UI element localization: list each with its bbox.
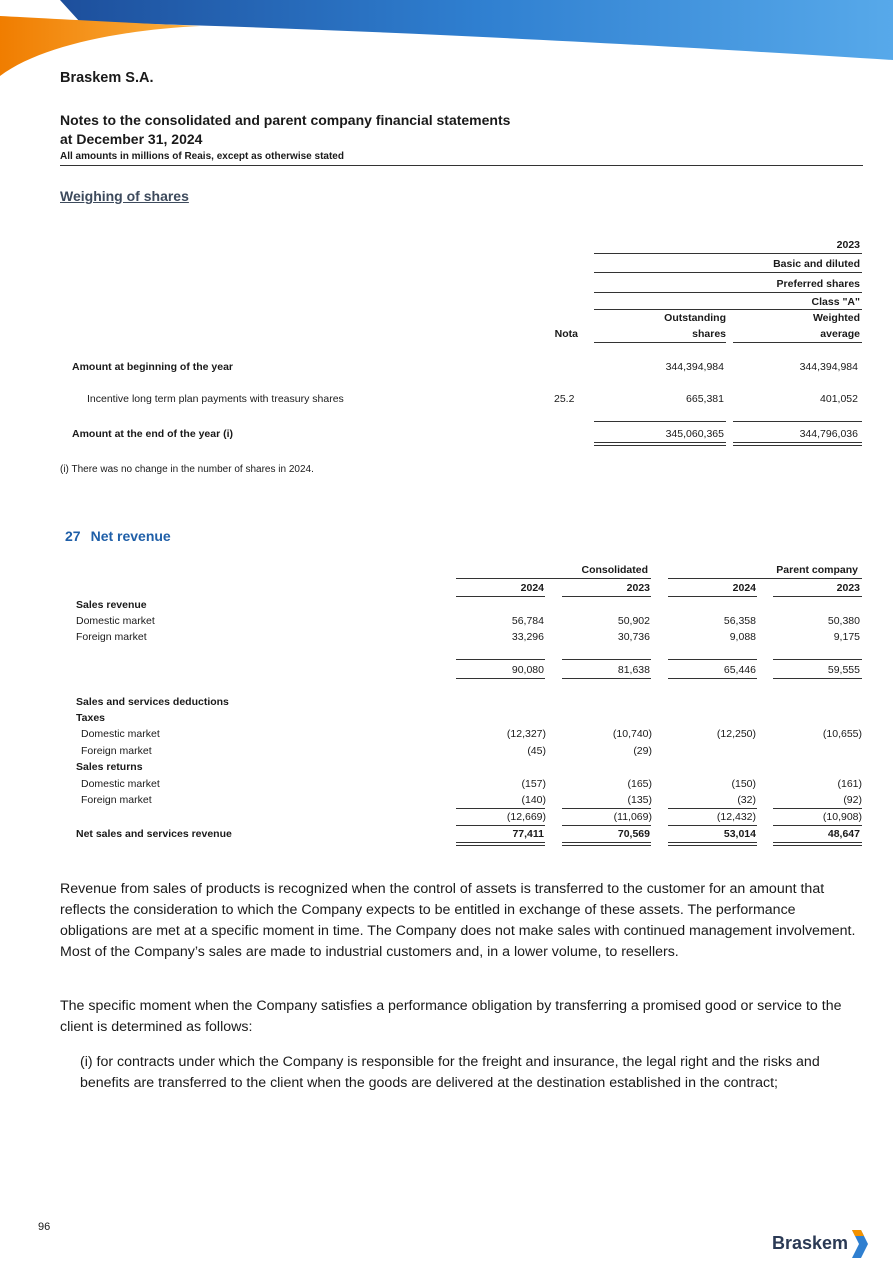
revenue-rule xyxy=(562,659,651,660)
deductions-total-cell: (11,069) xyxy=(613,811,652,823)
revenue-rule xyxy=(456,825,545,826)
cell: (165) xyxy=(627,778,652,790)
row-label: Foreign market xyxy=(81,745,152,757)
cell: 33,296 xyxy=(511,631,544,643)
revenue-rule xyxy=(668,808,757,809)
revenue-rule xyxy=(456,808,545,809)
cell: (10,655) xyxy=(822,728,862,740)
weighing-double-rule xyxy=(733,445,862,446)
paragraph-revenue-recognition: Revenue from sales of products is recognized when the control of assets is transferred to the customer for an amount that reflects the consideration to which the Company expects to be entitled in exchange of these assets. The performance obligations are met at a specific moment in time. The Company does not make sales with continued management involvement. Most of the Company’s sales are made to industrial customers and, in a lower volume, to resellers. xyxy=(60,881,856,960)
weighing-row-outstanding: 345,060,365 xyxy=(665,428,724,440)
revenue-rule xyxy=(668,678,757,679)
deductions-total-cell: (12,432) xyxy=(716,811,756,823)
year-col: 2023 xyxy=(836,582,860,594)
notes-title-line1: Notes to the consolidated and parent company financial statements xyxy=(60,112,511,128)
cell: (157) xyxy=(521,778,546,790)
net-double-rule xyxy=(456,845,545,846)
weighing-rule xyxy=(594,421,726,422)
notes-title xyxy=(60,111,510,149)
cell: 9,088 xyxy=(729,631,756,643)
col-outstanding-2: shares xyxy=(692,328,726,340)
row-label: Foreign market xyxy=(76,631,147,643)
col-weighted-2: average xyxy=(820,328,860,340)
weighing-rule xyxy=(594,309,862,310)
revenue-rule xyxy=(668,596,757,597)
revenue-rule xyxy=(773,678,862,679)
subtotal-cell: 90,080 xyxy=(511,664,544,676)
net-revenue-cell: 77,411 xyxy=(512,828,544,840)
revenue-rule xyxy=(562,596,651,597)
parent-company-header: Parent company xyxy=(776,564,858,576)
revenue-rule xyxy=(456,578,651,579)
col-nota: Nota xyxy=(554,328,578,340)
cell: 56,784 xyxy=(511,615,544,627)
taxes-label: Taxes xyxy=(76,712,105,724)
row-label: Foreign market xyxy=(81,794,152,806)
weighing-row-outstanding: 665,381 xyxy=(686,393,724,405)
cell: 9,175 xyxy=(833,631,860,643)
year-col: 2024 xyxy=(732,582,756,594)
cell: (92) xyxy=(843,794,862,806)
col-weighted-1: Weighted xyxy=(812,312,860,324)
cell: (135) xyxy=(627,794,652,806)
cell: 50,902 xyxy=(617,615,650,627)
subtotal-cell: 59,555 xyxy=(827,664,860,676)
company-name: Braskem S.A. xyxy=(60,70,154,86)
weighing-rule xyxy=(733,421,862,422)
deductions-label: Sales and services deductions xyxy=(76,696,229,708)
cell: (29) xyxy=(633,745,652,757)
revenue-rule xyxy=(562,678,651,679)
row-label: Domestic market xyxy=(76,615,155,627)
weighing-rule xyxy=(733,342,862,343)
cell: (140) xyxy=(521,794,546,806)
page-number: 96 xyxy=(38,1221,51,1233)
weighing-row-outstanding: 344,394,984 xyxy=(665,361,724,373)
section-title xyxy=(65,528,181,544)
cell: (45) xyxy=(527,745,546,757)
amounts-note: All amounts in millions of Reais, except as otherwise stated xyxy=(60,151,344,162)
cell: (10,740) xyxy=(612,728,652,740)
weighing-row-weighted: 344,394,984 xyxy=(799,361,858,373)
row-label: Domestic market xyxy=(81,778,160,790)
revenue-rule xyxy=(773,596,862,597)
weighing-row-weighted: 401,052 xyxy=(820,393,858,405)
net-double-rule xyxy=(562,845,651,846)
net-double-rule xyxy=(773,842,862,843)
year-col: 2024 xyxy=(520,582,544,594)
header-banner xyxy=(0,0,893,80)
paragraph-performance-obligation: The specific moment when the Company satisfies a performance obligation by transferring a promised good or service to the client is determined as follows: xyxy=(60,998,842,1035)
revenue-rule xyxy=(456,659,545,660)
weighing-double-rule xyxy=(594,445,726,446)
weighing-footnote: (i) There was no change in the number of shares in 2024. xyxy=(60,464,314,475)
logo-text: Braskem xyxy=(772,1233,849,1253)
weighing-rule xyxy=(594,292,862,293)
revenue-rule xyxy=(773,808,862,809)
cell: (12,250) xyxy=(716,728,756,740)
header-rule xyxy=(60,165,863,166)
weighing-rule xyxy=(594,253,862,254)
cell: 56,358 xyxy=(723,615,756,627)
net-double-rule xyxy=(668,845,757,846)
net-double-rule xyxy=(456,842,545,843)
col-outstanding-1: Outstanding xyxy=(664,312,726,324)
cell: (32) xyxy=(737,794,756,806)
paragraph-freight-contracts: (i) for contracts under which the Company is responsible for the freight and insurance, the legal right and the risks and benefits are transferred to the client when the goods are delivered at the destination established in the contract; xyxy=(80,1054,820,1091)
braskem-logo xyxy=(772,1228,872,1260)
consolidated-header: Consolidated xyxy=(581,564,648,576)
revenue-rule xyxy=(773,825,862,826)
weighing-double-rule xyxy=(594,442,726,443)
revenue-rule xyxy=(562,825,651,826)
row-label: Domestic market xyxy=(81,728,160,740)
class-label: Class "A" xyxy=(811,296,860,308)
deductions-total-cell: (10,908) xyxy=(822,811,862,823)
cell: (161) xyxy=(837,778,862,790)
notes-title-line2: at December 31, 2024 xyxy=(60,131,203,147)
net-double-rule xyxy=(773,845,862,846)
year-col: 2023 xyxy=(626,582,650,594)
logo-chevron-icon xyxy=(850,1228,870,1260)
net-revenue-cell: 53,014 xyxy=(723,828,756,840)
cell: 50,380 xyxy=(827,615,860,627)
net-double-rule xyxy=(562,842,651,843)
weighing-title: Weighing of shares xyxy=(60,188,189,204)
net-revenue-label: Net sales and services revenue xyxy=(76,828,232,840)
cell: 30,736 xyxy=(617,631,650,643)
section-name: Net revenue xyxy=(90,528,171,544)
weighing-double-rule xyxy=(733,442,862,443)
weighing-row-nota: 25.2 xyxy=(554,393,575,405)
weighing-year: 2023 xyxy=(836,239,860,251)
net-revenue-cell: 48,647 xyxy=(827,828,860,840)
cell: (12,327) xyxy=(506,728,546,740)
basic-diluted-label: Basic and diluted xyxy=(773,258,860,270)
weighing-row-label: Amount at the end of the year (i) xyxy=(72,428,234,440)
net-revenue-cell: 70,569 xyxy=(617,828,650,840)
revenue-rule xyxy=(668,659,757,660)
net-double-rule xyxy=(668,842,757,843)
weighing-row-weighted: 344,796,036 xyxy=(799,428,858,440)
subtotal-cell: 81,638 xyxy=(617,664,650,676)
weighing-row-label: Incentive long term plan payments with treasury shares xyxy=(87,393,344,405)
revenue-rule xyxy=(668,578,862,579)
cell: (150) xyxy=(731,778,756,790)
weighing-rule xyxy=(594,272,862,273)
subtotal-cell: 65,446 xyxy=(723,664,756,676)
sales-revenue-label: Sales revenue xyxy=(76,599,147,611)
deductions-total-cell: (12,669) xyxy=(506,811,546,823)
revenue-rule xyxy=(456,596,545,597)
revenue-rule xyxy=(562,808,651,809)
revenue-rule xyxy=(773,659,862,660)
revenue-rule xyxy=(456,678,545,679)
weighing-row-label: Amount at beginning of the year xyxy=(72,361,234,373)
revenue-rule xyxy=(668,825,757,826)
returns-label: Sales returns xyxy=(76,761,143,773)
preferred-shares-label: Preferred shares xyxy=(776,278,860,290)
weighing-rule xyxy=(594,342,726,343)
section-number: 27 xyxy=(65,528,81,544)
